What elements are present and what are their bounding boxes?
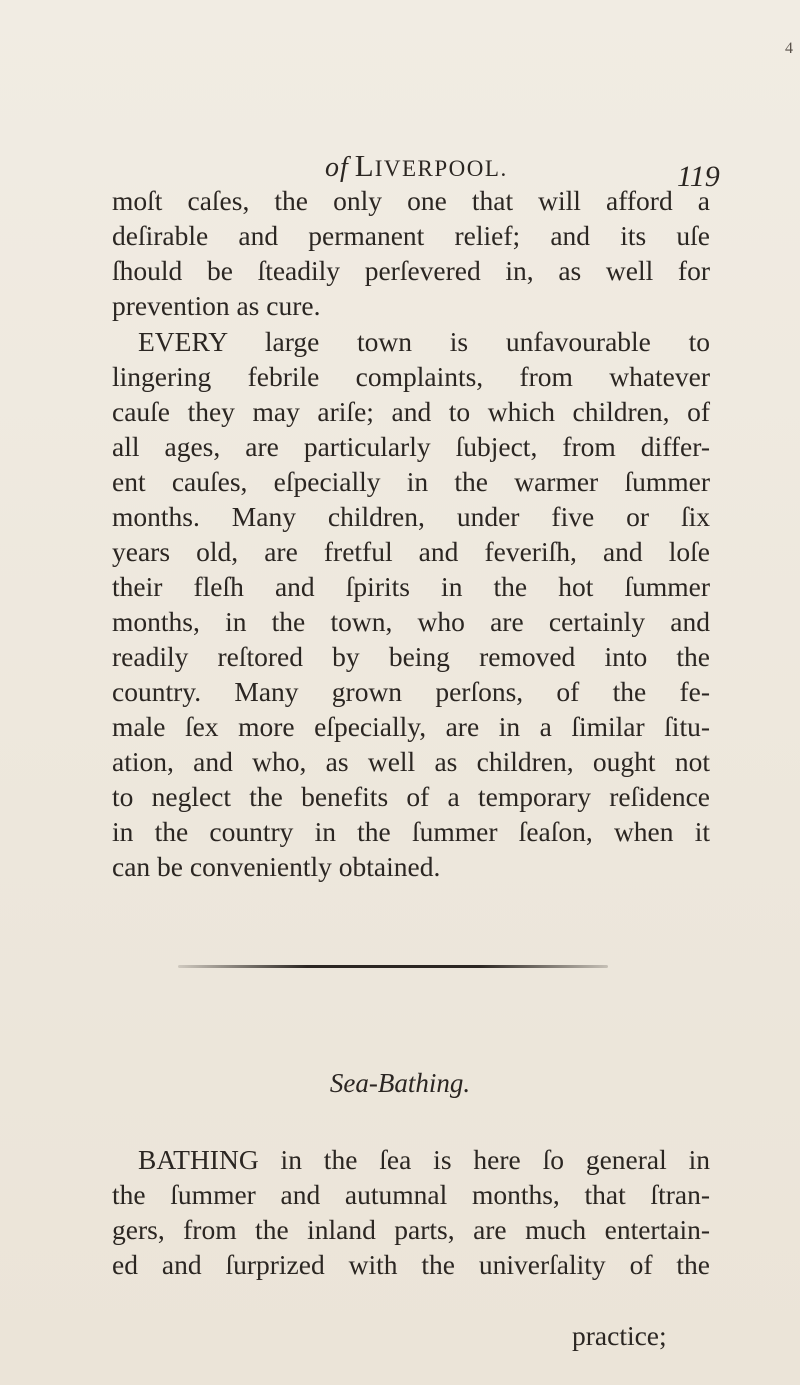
- corner-mark: 4: [785, 40, 793, 57]
- text-line: cauſe they may ariſe; and to which children, of: [112, 396, 710, 427]
- text-line: the ſummer and autumnal months, that ſtran-: [112, 1179, 710, 1210]
- text-line: their fleſh and ſpirits in the hot ſummer: [112, 571, 710, 602]
- text-line: lingering febrile complaints, from whatever: [112, 361, 710, 392]
- text-line: BATHING in the ſea is here ſo general in: [138, 1144, 710, 1175]
- paragraph-3: [112, 1142, 710, 1282]
- text-line: in the country in the ſummer ſeaſon, when it: [112, 816, 710, 847]
- running-title-rest: IVERPOOL.: [374, 156, 508, 181]
- text-line: gers, from the inland parts, are much entertain-: [112, 1214, 710, 1245]
- catchword: practice;: [572, 1320, 667, 1351]
- text-line: can be conveniently obtained.: [112, 851, 441, 882]
- text-line: EVERY large town is unfavourable to: [138, 326, 710, 357]
- text-line: to neglect the benefits of a temporary reſidence: [112, 781, 710, 812]
- text-line: years old, are fretful and feveriſh, and loſe: [112, 536, 710, 567]
- paragraph-1: [112, 183, 710, 323]
- text-line: all ages, are particularly ſubject, from differ-: [112, 431, 710, 462]
- page-number: 119: [677, 160, 720, 193]
- text-line: ent cauſes, eſpecially in the warmer ſummer: [112, 466, 710, 497]
- text-line: months. Many children, under five or ſix: [112, 501, 710, 532]
- text-line: readily reſtored by being removed into the: [112, 641, 710, 672]
- text-line: ſhould be ſteadily perſevered in, as well for: [112, 255, 710, 286]
- running-title: [325, 148, 508, 184]
- text-line: ation, and who, as well as children, ought not: [112, 746, 710, 777]
- text-line: ed and ſurprized with the univerſality of the: [112, 1249, 710, 1280]
- text-line: moſt caſes, the only one that will afford a: [112, 185, 710, 216]
- text-line: prevention as cure.: [112, 290, 321, 321]
- text-line: male ſex more eſpecially, are in a ſimilar ſitu-: [112, 711, 710, 742]
- text-line: months, in the town, who are certainly and: [112, 606, 710, 637]
- running-title-of: of: [325, 152, 349, 183]
- section-heading: Sea-Bathing.: [329, 1068, 471, 1098]
- text-line: country. Many grown perſons, of the fe-: [112, 676, 710, 707]
- section-divider: [178, 965, 608, 968]
- text-line: deſirable and permanent relief; and its uſe: [112, 220, 710, 251]
- paragraph-2: [112, 324, 710, 884]
- running-title-initial: L: [354, 148, 375, 183]
